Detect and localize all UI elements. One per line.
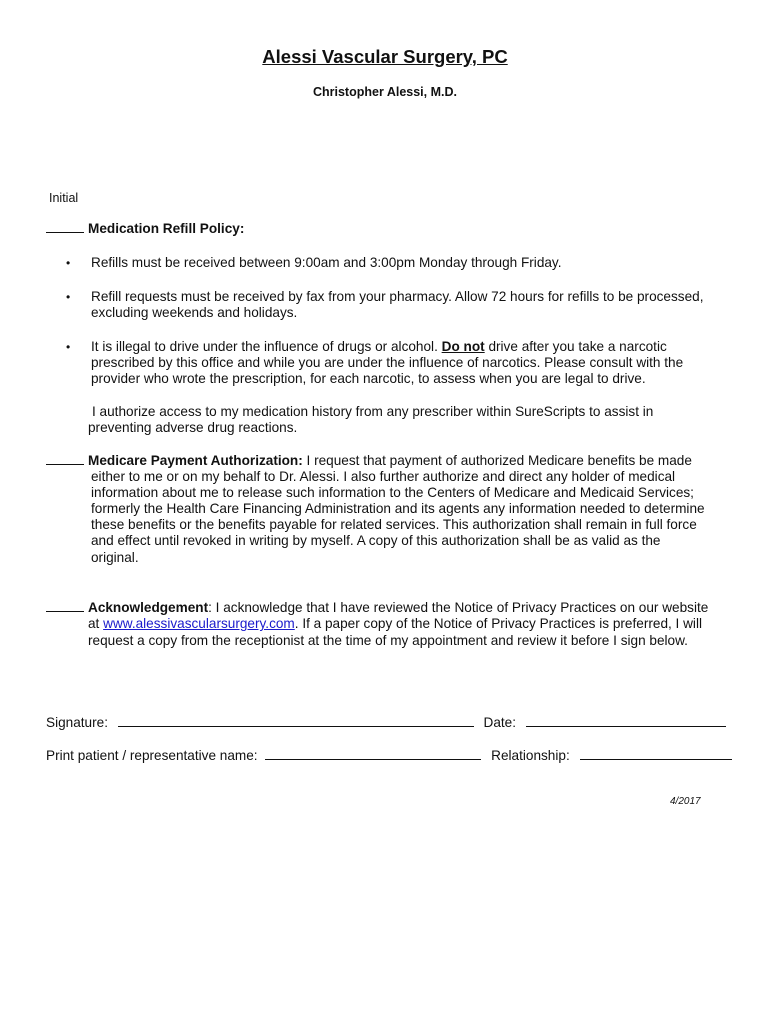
- signature-field[interactable]: [118, 714, 474, 727]
- medicare-line: either to me or on my behalf to Dr. Alessi. I also further authorize and direct any holder of medical: [91, 469, 676, 484]
- ack-heading: Acknowledgement: [88, 600, 209, 615]
- ack-after-link: . If a paper copy of the Notice of Privacy Practices is preferred, I will: [294, 616, 702, 631]
- refill-bullet-3-line-2: prescribed by this office and while you are under the influence of narcotics. Please consult with the: [91, 355, 684, 370]
- signature-label: Signature:: [46, 715, 108, 730]
- date-label: Date:: [483, 715, 517, 730]
- refill-bullet-3-line-3: provider who wrote the prescription, for each narcotic, to assess when you are legal to drive.: [91, 371, 646, 386]
- bullet-icon: •: [66, 290, 71, 304]
- bullet-3-text-cont: drive after you take a narcotic: [484, 339, 667, 354]
- medicare-line: formerly the Health Care Financing Administration and its agents any information needed to determine: [91, 501, 705, 516]
- surescripts-line-1: I authorize access to my medication history from any prescriber within SureScripts to assist in: [92, 404, 654, 419]
- print-name-label: Print patient / representative name:: [46, 748, 258, 763]
- medicare-heading: Medicare Payment Authorization:: [88, 453, 303, 468]
- refill-policy-heading: Medication Refill Policy:: [88, 221, 245, 236]
- initial-blank-ack[interactable]: [46, 601, 84, 612]
- ack-line-3: request a copy from the receptionist at the time of my appointment and review it before I sign below.: [88, 633, 688, 648]
- initial-blank-medicare[interactable]: [46, 454, 84, 465]
- ack-text: : I acknowledge that I have reviewed the Notice of Privacy Practices on our website: [208, 600, 709, 615]
- website-link[interactable]: www.alessivascularsurgery.com: [103, 616, 295, 631]
- physician-name: Christopher Alessi, M.D.: [312, 85, 457, 99]
- medicare-heading-row: [46, 453, 692, 470]
- do-not-emphasis: Do not: [441, 339, 485, 354]
- medicare-text: I request that payment of authorized Medicare benefits be made: [302, 453, 692, 468]
- refill-bullet-3-line-1: [91, 339, 667, 356]
- relationship-label: Relationship:: [491, 748, 570, 763]
- signature-row: [46, 714, 726, 730]
- initial-blank-refill[interactable]: [46, 222, 84, 233]
- print-name-row: [46, 747, 732, 763]
- bullet-icon: •: [66, 340, 71, 354]
- relationship-field[interactable]: [580, 747, 732, 760]
- refill-bullet-2-line-1: Refill requests must be received by fax from your pharmacy. Allow 72 hours for refills to be processed,: [91, 289, 704, 304]
- ack-heading-row: [46, 600, 708, 617]
- refill-bullet-1: Refills must be received between 9:00am and 3:00pm Monday through Friday.: [91, 255, 562, 270]
- medicare-line: information about me to release such information to the Centers of Medicare and Medicaid Services;: [91, 485, 694, 500]
- refill-bullet-2-line-2: excluding weekends and holidays.: [91, 305, 298, 320]
- ack-line-2: [88, 616, 702, 633]
- bullet-icon: •: [66, 256, 71, 270]
- date-field[interactable]: [526, 714, 726, 727]
- medicare-line: and effect until revoked in writing by myself. A copy of this authorization shall be as valid as the: [91, 533, 661, 548]
- initial-label: Initial: [49, 191, 79, 205]
- print-name-field[interactable]: [265, 747, 481, 760]
- bullet-3-text: It is illegal to drive under the influence of drugs or alcohol.: [91, 339, 442, 354]
- medicare-line: these benefits or the benefits payable for related services. This authorization shall remain in full force: [91, 517, 697, 532]
- page-title: Alessi Vascular Surgery, PC: [262, 46, 508, 67]
- medicare-line: original.: [91, 550, 139, 565]
- surescripts-line-2: preventing adverse drug reactions.: [88, 420, 298, 435]
- ack-at: at: [88, 616, 104, 631]
- revision-date: 4/2017: [670, 796, 701, 807]
- refill-policy-heading-row: [46, 221, 244, 236]
